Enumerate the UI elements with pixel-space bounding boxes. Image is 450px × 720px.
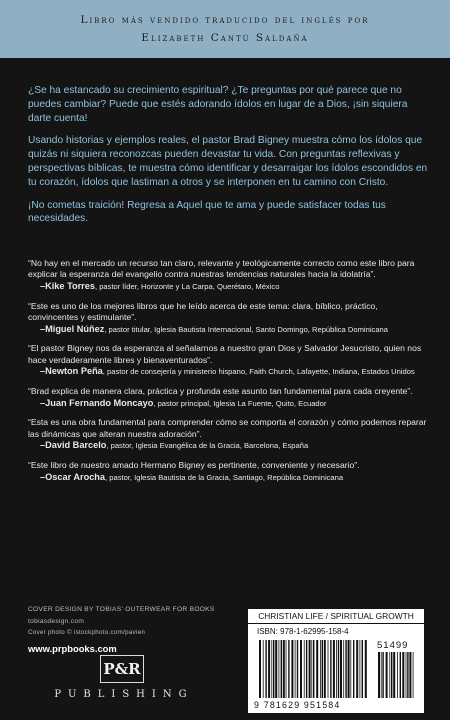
endorser-name: –Juan Fernando Moncayo: [40, 397, 154, 408]
barcode-bar: [345, 640, 346, 698]
publisher-name: PUBLISHING: [54, 689, 194, 700]
endorser-role: , pastor, Iglesia Evangélica de la Gracia, Barcelona, España: [106, 441, 309, 451]
barcode-bar: [288, 640, 289, 698]
endorsement-attribution: [28, 281, 428, 292]
book-description: [28, 84, 428, 235]
endorsement-text: “Esta es una obra fundamental para comprender cómo se comporta el corazón y cómo podemos reparar las dinámicas que alteran nuestra adoración”.: [28, 417, 427, 439]
barcode-digits: 9 781629 951584: [254, 700, 341, 710]
barcode-bar: [328, 640, 329, 698]
endorser-name: –David Barcelo: [40, 440, 107, 451]
barcode-bar: [356, 640, 358, 698]
barcode-bar: [313, 640, 314, 698]
description-paragraph: ¿Se ha estancado su crecimiento espiritual? ¿Te preguntas por qué parece que no puedes cambiar? Puede que estés adorando ídolos en lugar de a Dios, ¡sin siquiera darte cuenta!: [28, 85, 408, 124]
barcode-bar: [362, 640, 363, 698]
barcode-bar: [360, 640, 361, 698]
barcode-bar: [324, 640, 326, 698]
endorsement-text: “Este libro de nuestro amado Hermano Bigney es pertinente, conveniente y necesario”.: [28, 460, 360, 471]
credits: [28, 604, 228, 654]
endorser-role: , pastor, Iglesia Bautista de la Gracia, Santiago, República Dominicana: [105, 472, 344, 482]
description-paragraph: ¡No cometas traición! Regresa a Aquel que te ama y puede satisfacer todas tus necesidades.: [28, 199, 386, 225]
endorser-role: , pastor principal, Iglesia La Fuente, Quito, Ecuador: [153, 398, 327, 408]
designer-site: tobiasdesign.com: [28, 617, 85, 625]
publisher-website: www.prpbooks.com: [28, 642, 117, 654]
endorsement-attribution: [28, 472, 428, 483]
banner-line-2: Elizabeth Cantú Saldaña: [141, 32, 309, 44]
barcode-bar: [273, 640, 274, 698]
barcode-bar: [268, 640, 270, 698]
barcode-bar: [309, 640, 311, 698]
description-paragraph: Usando historias y ejemplos reales, el pastor Brad Bigney muestra cómo los ídolos que quizás ni siquiera reconozcas pueden devastar tu vida. Con preguntas reflexivas y perspectivas bíblicas, te muestra cómo identificar y desarraigar los ídolos escondidos en tu corazón, ídolos que lastiman a otros y se interponen en tu camino con Cristo.: [28, 135, 428, 188]
endorsement: [28, 460, 428, 483]
barcode-bar: [393, 652, 395, 698]
barcode-bar: [330, 640, 331, 698]
barcode-bar: [286, 640, 287, 698]
barcode-bar: [281, 640, 282, 698]
barcode-bar: [378, 652, 380, 698]
barcode-bar: [271, 640, 272, 698]
endorser-name: –Miguel Núñez: [40, 323, 105, 334]
endorsement-attribution: [28, 324, 428, 335]
endorsement-text: “Brad explica de manera clara, práctica y profunda este asunto tan fundamental para cada creyente”.: [28, 386, 413, 397]
price-code: 51499: [377, 640, 409, 651]
book-category: CHRISTIAN LIFE / SPIRITUAL GROWTH: [248, 609, 424, 624]
barcode-bar: [365, 640, 367, 698]
barcode-bar: [413, 652, 414, 698]
barcode-bar: [340, 640, 342, 698]
endorsement: [28, 386, 428, 409]
photo-credit: Cover photo © istockphoto.com/pavien: [28, 629, 146, 636]
barcode-bar: [300, 640, 302, 698]
barcode-bar: [306, 640, 307, 698]
barcode-bar: [409, 652, 411, 698]
endorsement: [28, 258, 428, 292]
barcode-bar: [397, 652, 398, 698]
endorser-role: , pastor líder, Horizonte y La Carpa, Querétaro, México: [94, 281, 280, 291]
cover-design-credit: COVER DESIGN BY TOBIAS’ OUTERWEAR FOR BOOKS: [28, 606, 215, 613]
barcode-bar: [333, 640, 335, 698]
barcode-bar: [265, 640, 266, 698]
barcode-bar: [348, 640, 350, 698]
endorsement: [28, 301, 428, 335]
barcode-bar: [322, 640, 323, 698]
isbn-barcode: [257, 640, 369, 700]
isbn-label: ISBN: 978-1-62995-158-4: [257, 627, 349, 636]
barcode-bar: [402, 652, 404, 698]
endorsement-text: “No hay en el mercado un recurso tan claro, relevante y teológicamente correcto como este libro para explicar la esperanza del evangelio contra nuestras tendencias naturales hacia la idolatría”.: [28, 258, 415, 280]
endorsement: [28, 417, 428, 451]
barcode-bar: [406, 652, 407, 698]
barcode-bar: [400, 652, 401, 698]
barcode-bar: [275, 640, 277, 698]
barcode-bar: [382, 652, 383, 698]
endorser-name: –Newton Peña: [40, 366, 103, 377]
barcode-panel: [248, 609, 424, 713]
barcode-bar: [297, 640, 298, 698]
barcode-bar: [343, 640, 344, 698]
barcode-bar: [391, 652, 392, 698]
barcode-bar: [295, 640, 296, 698]
banner-line-1: Libro más vendido traducido del inglés por: [80, 14, 370, 26]
endorsement-attribution: [28, 440, 428, 451]
barcode-bar: [291, 640, 293, 698]
price-barcode: [376, 652, 416, 700]
barcode-bar: [386, 652, 388, 698]
endorser-name: –Oscar Arocha: [40, 471, 106, 482]
endorser-role: , pastor titular, Iglesia Bautista Internacional, Santo Domingo, República Dominicana: [104, 324, 388, 334]
barcode-bar: [311, 640, 312, 698]
endorsement-text: “El pastor Bigney nos da esperanza al señalarnos a nuestro gran Dios y Salvador Jesucristo, quien nos hace verdaderamente libres y bienaventurados”.: [28, 343, 422, 365]
barcode-bar: [389, 652, 390, 698]
barcode-bar: [320, 640, 321, 698]
barcode-bar: [263, 640, 264, 698]
barcode-bar: [304, 640, 305, 698]
translator-banner: [0, 0, 450, 58]
endorsement-text: “Este es uno de los mejores libros que he leído acerca de este tema: clara, bíblico, práctico, convincentes y estimulante”.: [28, 300, 378, 323]
barcode-bar: [381, 652, 382, 698]
barcode-bar: [279, 640, 280, 698]
pr-logo-mark: P&R: [100, 655, 144, 683]
barcode-bar: [350, 640, 351, 698]
barcode-bar: [336, 640, 337, 698]
endorser-name: –Kike Torres: [40, 280, 95, 291]
publisher-logo: [28, 655, 218, 711]
barcode-bar: [283, 640, 285, 698]
endorsements: [28, 258, 428, 492]
barcode-bar: [407, 652, 408, 698]
barcode-bar: [316, 640, 318, 698]
endorser-role: , pastor de consejería y ministerio hispano, Faith Church, Lafayette, Indiana, Estados Unidos: [102, 367, 415, 377]
barcode-bar: [259, 640, 261, 698]
barcode-bar: [353, 640, 354, 698]
endorsement-attribution: [28, 366, 428, 377]
endorsement-attribution: [28, 398, 428, 409]
barcode-bar: [338, 640, 339, 698]
endorsement: [28, 343, 428, 377]
